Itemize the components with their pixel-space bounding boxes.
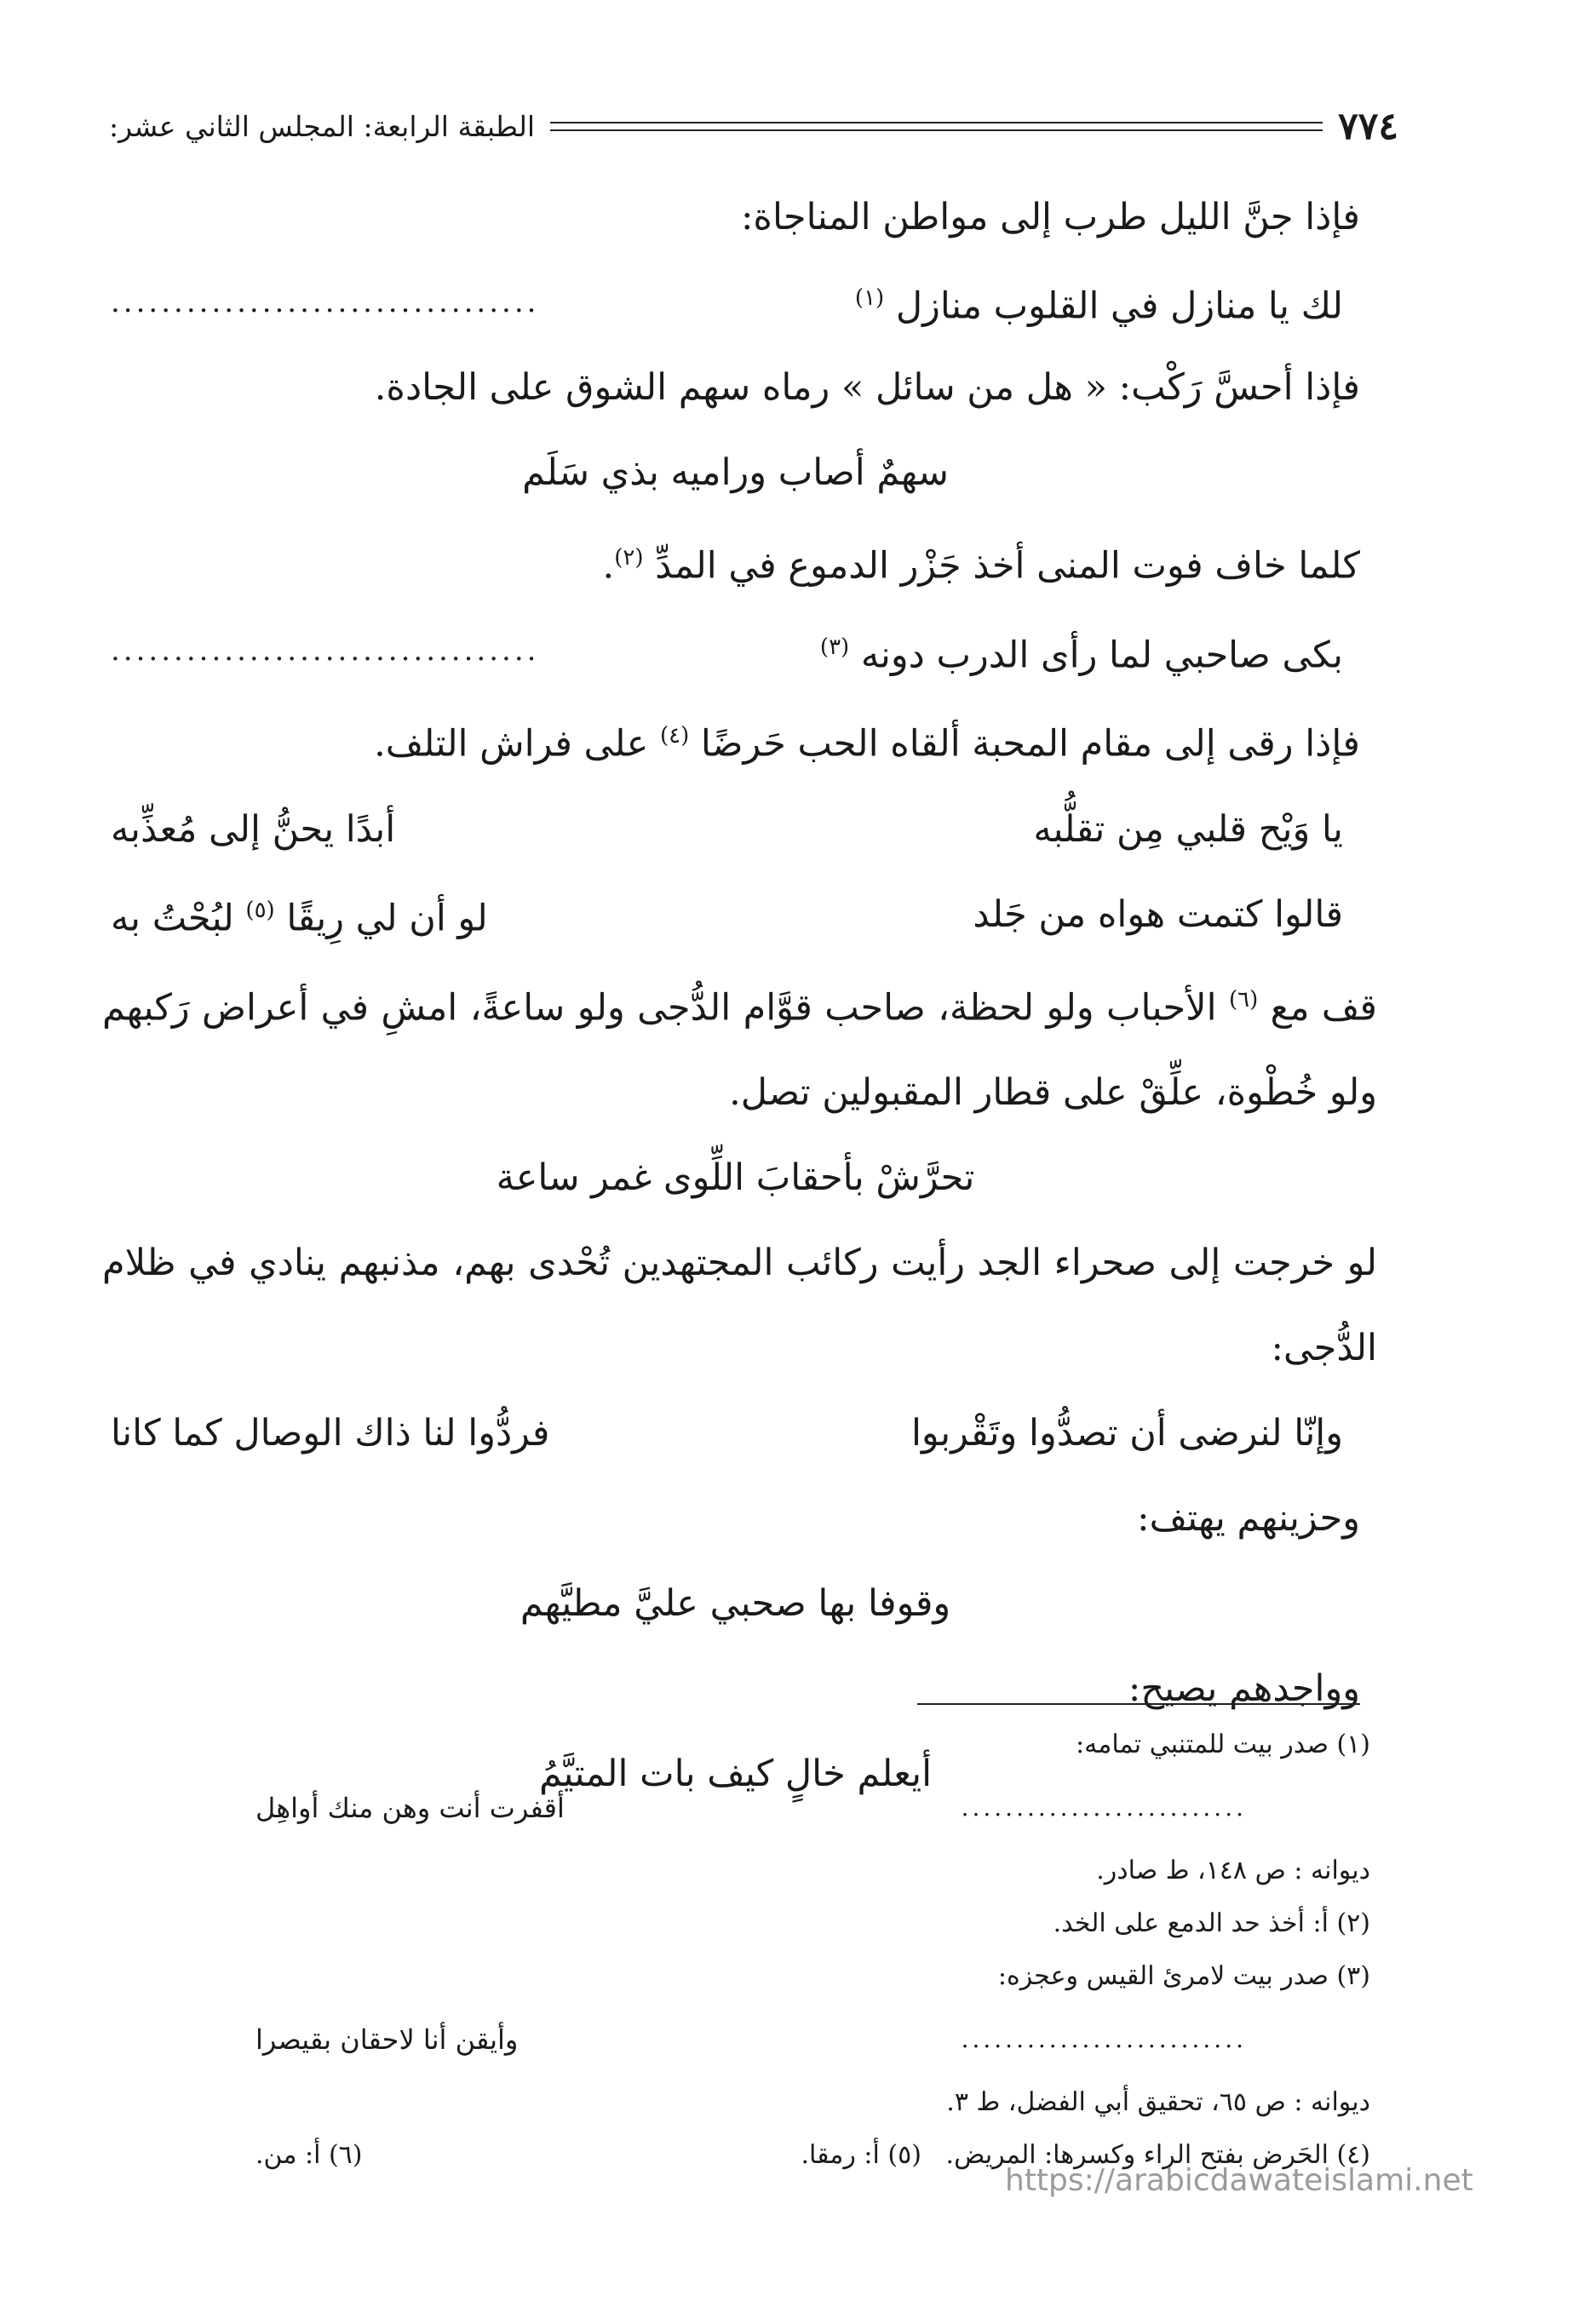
- paragraph: فإذا جنَّ الليل طرب إلى مواطن المناجاة:: [740, 196, 1360, 238]
- verse-line: أيعلم خالٍ كيف بات المتيَّمُ: [538, 1752, 933, 1795]
- footnote-ref: (٢): [614, 545, 644, 571]
- verse-line: [111, 1391, 1360, 1476]
- paragraph: وحزينهم يهتف:: [1137, 1496, 1360, 1540]
- verse-hemistich-right: يا وَيْح قلبي مِن تقلُّبه: [1033, 807, 1343, 851]
- footnote-verse-dots: ..........................: [961, 2025, 1247, 2053]
- verse-line: وقوفا بها صحبي عليَّ مطيَّهم: [520, 1581, 951, 1625]
- header-rule: [550, 122, 1323, 131]
- footnote-verse-hemistich: وأيقن أنا لاحقان بقيصرا: [255, 2023, 519, 2056]
- verse-hemistich-left: لو أن لي رِيقًا $^{(٥)}$ لبُحْتُ به: [111, 897, 488, 940]
- footnote-source: ديوانه : ص ٦٥، تحقيق أبي الفضل، ط ٣.: [946, 2087, 1370, 2117]
- footnote-verse: [255, 2003, 1370, 2076]
- verse-hemistich-right: قالوا كتمت هواه من جَلد: [973, 892, 1343, 936]
- footnote-verse: [255, 1771, 1370, 1845]
- paragraph: فإذا أحسَّ رَكْب: « هل من سائل » رماه سهم الشوق على الجادة.: [374, 366, 1360, 409]
- footnote: (٢) أ: أخذ حد الدمع على الخد.: [1053, 1908, 1370, 1938]
- paragraph: قف مع $^{(٦)}$ الأحباب ولو لحظة، صاحب قوَّام الدُّجى ولو ساعةً، امشِ في أعراض رَكبهم ولو خُطْوة، علِّقْ على قطار المقبولين تصل.: [102, 985, 1377, 1114]
- footnote: (١) صدر بيت للمتنبي تمامه:: [1076, 1730, 1370, 1759]
- footnote-verse-hemistich: أقفرت أنت وهن منك أواهِل: [255, 1792, 565, 1824]
- paragraph: وواجدهم يصيح:: [1128, 1667, 1360, 1710]
- verse-line: [111, 608, 1360, 693]
- verse-line: [111, 872, 1360, 957]
- verse-hemistich-right: بكى صاحبي لما رأى الدرب دونه $^{(٣)}$: [819, 634, 1343, 676]
- chapter-title: الطبقة الرابعة: المجلس الثاني عشر:: [109, 109, 536, 143]
- page-number: ٧٧٤: [1338, 104, 1398, 148]
- footnote-ref: (٦): [1228, 986, 1259, 1013]
- running-header: [109, 100, 1398, 152]
- paragraph: فإذا رقى إلى مقام المحبة ألقاه الحب حَرضًا $^{(٤)}$ على فراش التلف.: [374, 722, 1360, 766]
- verse-line: سهمٌ أصاب وراميه بذي سَلَم: [522, 451, 949, 494]
- verse-hemistich-right: وإنّا لنرضى أن تصدُّوا وتَقْربوا: [910, 1411, 1343, 1455]
- verse-hemistich-left: ..................................: [111, 285, 540, 319]
- footnote-ref: (٤): [659, 723, 690, 749]
- footnote-separator: [917, 1703, 1360, 1705]
- verse-line: تحرَّشْ بأحقابَ اللِّوى غمر ساعة: [496, 1156, 975, 1199]
- footnote: (٤) الحَرض بفتح الراء وكسرها: المريض. (٥) أ: رمقا.: [801, 2140, 1370, 2170]
- footnote: (٦) أ: من.: [255, 2140, 363, 2170]
- main-text: [102, 175, 1377, 1816]
- footnote-source: ديوانه : ص ١٤٨، ط صادر.: [1096, 1856, 1370, 1885]
- verse-hemistich-right: لك يا منازل في القلوب منازل $^{(١)}$: [854, 284, 1343, 328]
- footnote-ref: (٥): [245, 898, 275, 923]
- footnote-ref: (٣): [819, 634, 850, 660]
- verse-hemistich-left: أبدًا يحنُّ إلى مُعذِّبه: [111, 807, 396, 851]
- verse-hemistich-left: ..................................: [111, 634, 540, 669]
- footnote: (٣) صدر بيت لامرئ القيس وعجزه:: [997, 1961, 1370, 1991]
- paragraph: لو خرجت إلى صحراء الجد رأيت ركائب المجتهدين تُحْدى بهم، مذنبهم ينادي في ظلام الدُّجى:: [102, 1241, 1377, 1369]
- verse-line: [111, 260, 1360, 345]
- footnote-ref: (١): [854, 285, 885, 312]
- footnotes: [255, 1719, 1370, 2182]
- verse-hemistich-left: فردُّوا لنا ذاك الوصال كما كانا: [111, 1411, 550, 1455]
- verse-line: [111, 787, 1360, 872]
- paragraph: كلما خاف فوت المنى أخذ جَزْر الدموع في المدِّ $^{(٢)}$.: [602, 544, 1360, 588]
- footnote-verse-dots: ..........................: [961, 1793, 1247, 1822]
- watermark-url: https://arabicdawateislami.net: [1005, 2163, 1473, 2198]
